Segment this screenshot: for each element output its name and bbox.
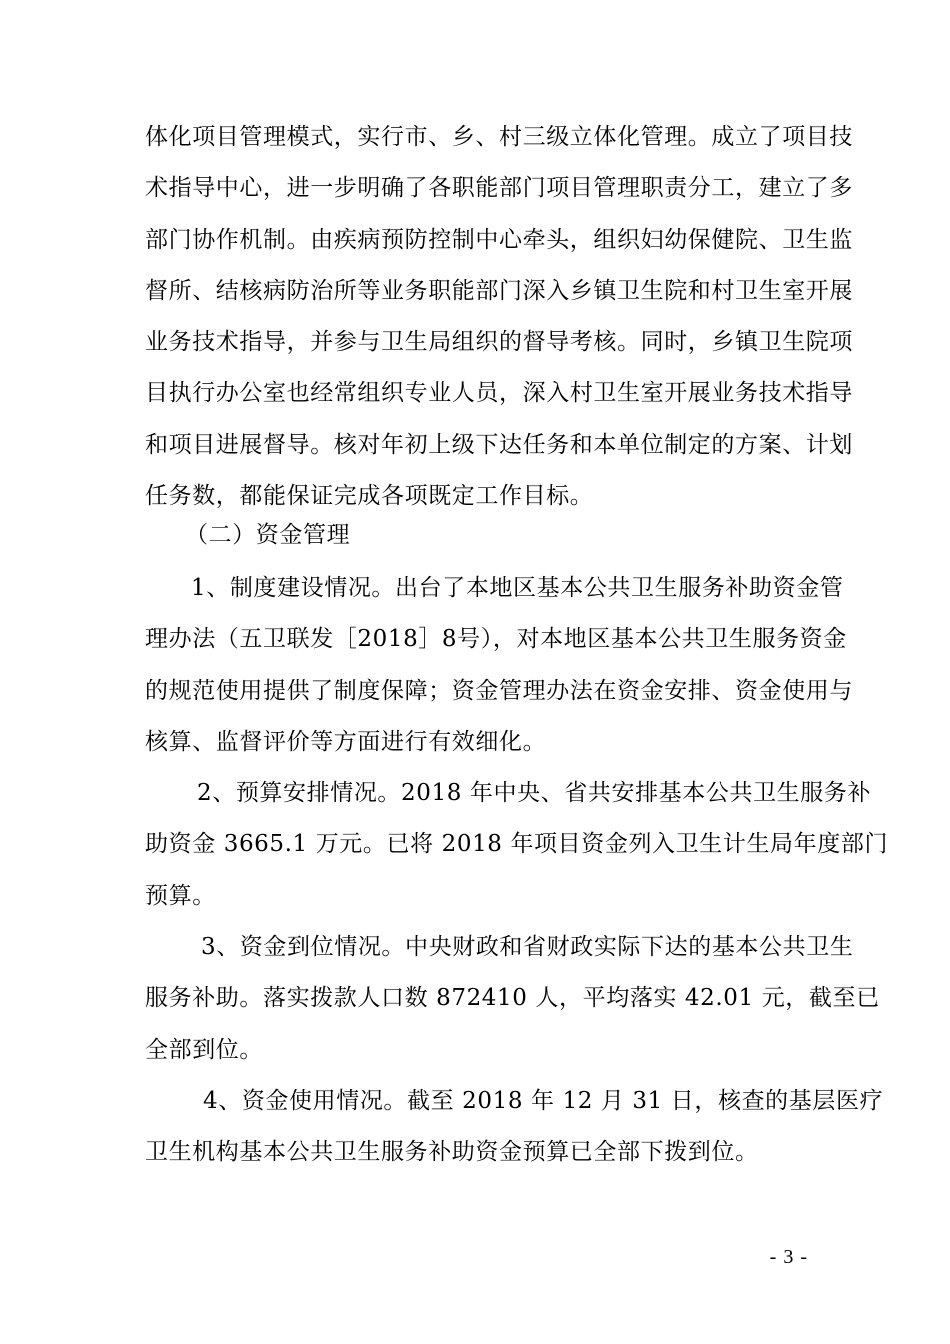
text-line: 4、资金使用情况。截至 2018 年 12 月 31 日，核查的基层医疗 — [203, 1088, 884, 1114]
text-line: 督所、结核病防治所等业务职能部门深入乡镇卫生院和村卫生室开展 — [145, 277, 853, 304]
text-line: 全部到位。 — [145, 1036, 263, 1063]
paragraph-system-construction — [145, 563, 853, 768]
text-line: 卫生机构基本公共卫生服务补助资金预算已全部下拨到位。 — [145, 1139, 759, 1166]
paragraph-budget-arrangement — [145, 768, 889, 922]
text-line: 理办法（五卫联发［2018］8号），对本地区基本公共卫生服务资金 — [145, 626, 847, 653]
text-line: 部门协作机制。由疾病预防控制中心牵头，组织妇幼保健院、卫生监 — [145, 226, 853, 253]
text-line: 2、预算安排情况。2018 年中央、省共安排基本公共卫生服务补 — [197, 780, 872, 806]
section-heading-text: （二）资金管理 — [185, 522, 351, 548]
text-line: 和项目进展督导。核对年初上级下达任务和本单位制定的方案、计划 — [145, 431, 853, 458]
text-line: 1、制度建设情况。出台了本地区基本公共卫生服务补助资金管 — [191, 575, 844, 601]
text-line: 核算、监督评价等方面进行有效细化。 — [145, 728, 547, 755]
text-line: 任务数，都能保证完成各项既定工作目标。 — [145, 483, 594, 510]
text-line: 助资金 3665.1 万元。已将 2018 年项目资金列入卫生计生局年度部门 — [145, 831, 889, 858]
paragraph-fund-arrival — [145, 922, 880, 1076]
text-line: 服务补助。落实拨款人口数 872410 人，平均落实 42.01 元，截至已 — [145, 985, 880, 1012]
page-number: - 3 - — [769, 1246, 808, 1268]
text-line: 预算。 — [145, 882, 216, 909]
text-line: 术指导中心，进一步明确了各职能部门项目管理职责分工，建立了多 — [145, 175, 853, 202]
text-line: 3、资金到位情况。中央财政和省财政实际下达的基本公共卫生 — [201, 934, 854, 960]
paragraph-fund-usage — [145, 1076, 884, 1179]
paragraph-project-management — [145, 112, 853, 522]
section-heading-fund-management — [185, 510, 813, 561]
text-line: 体化项目管理模式，实行市、乡、村三级立体化管理。成立了项目技 — [145, 124, 853, 150]
text-line: 目执行办公室也经常组织专业人员，深入村卫生室开展业务技术指导 — [145, 380, 853, 407]
text-line: 业务技术指导，并参与卫生局组织的督导考核。同时，乡镇卫生院项 — [145, 329, 853, 356]
text-line: 的规范使用提供了制度保障；资金管理办法在资金安排、资金使用与 — [145, 677, 853, 704]
